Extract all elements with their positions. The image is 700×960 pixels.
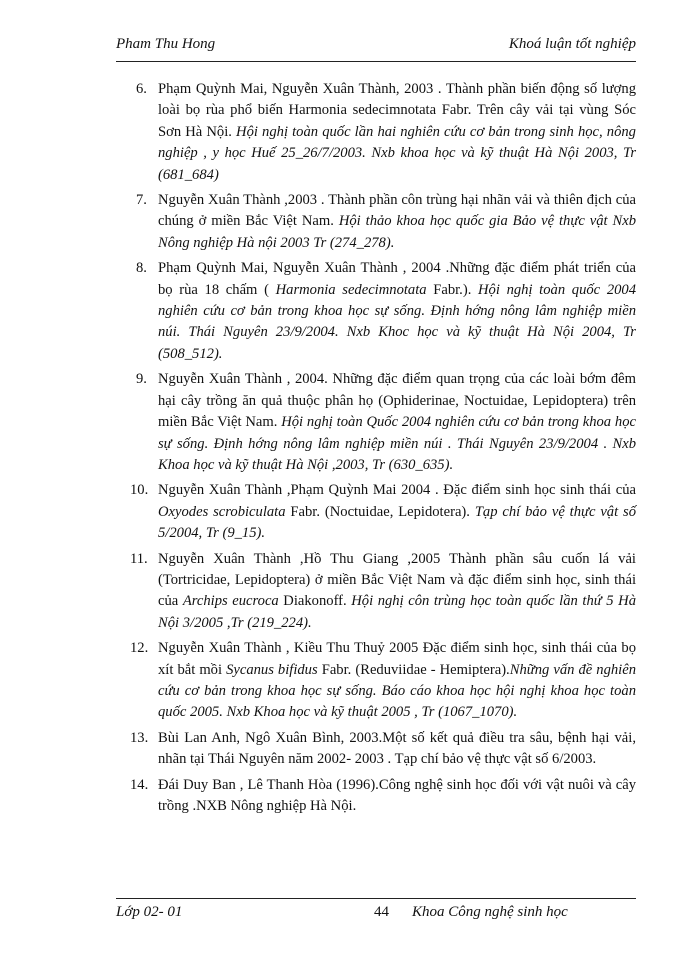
reference-source: Tạp chí bảo vệ thực vật số 5/2004, Tr (9_15). xyxy=(158,503,636,542)
reference-item xyxy=(130,549,636,635)
reference-item xyxy=(136,369,636,476)
reference-text: Nguyễn Xuân Thành ,Hồ Thu Giang ,2005 Thành phần sâu cuốn lá vải (Tortricidae, Lepidoptera) ở miền Bắc Việt Nam và đặc điểm sinh học, sinh thái của xyxy=(158,550,636,610)
reference-item xyxy=(136,190,636,254)
reference-text: Fabr.). xyxy=(426,281,479,298)
reference-text: Nguyễn Xuân Thành , Kiều Thu Thuỷ 2005 Đặc điểm sinh học, sinh thái của bọ xít bắt mồi xyxy=(158,640,636,678)
reference-text: Nguyễn Xuân Thành ,2003 . Thành phần côn trùng hại nhãn vải và thiên địch của chúng ở miền Bắc Việt Nam. xyxy=(158,192,636,230)
reference-list xyxy=(130,79,637,821)
reference-text: Phạm Quỳnh Mai, Nguyễn Xuân Thành, 2003 . Thành phần biến động số lượng loài bọ rùa phổ biến Harmonia sedecimnotata Fabr. Trên cây vải tại vùng Sóc Sơn Hà Nội. xyxy=(158,81,636,140)
reference-text: Phạm Quỳnh Mai, Nguyễn Xuân Thành , 2004 .Những đặc điểm phát triển của bọ rùa 18 chấm ( xyxy=(158,260,636,298)
page-number: 44 xyxy=(374,904,389,920)
header-doc-type: Khoá luận tốt nghiệp xyxy=(508,36,636,52)
header-divider xyxy=(116,61,636,62)
reference-source: Hội thảo khoa học quốc gia Bảo vệ thực vật Nxb Nông nghiệp Hà nội 2003 Tr (274_278). xyxy=(158,213,636,251)
reference-item xyxy=(136,79,636,186)
species-name: Harmonia sedecimnotata xyxy=(275,281,427,298)
species-name: Sycanus bifidus xyxy=(226,661,318,678)
reference-source: Hội nghị toàn Quốc 2004 nghiên cứu cơ bản trong khoa học sự sống. Định hớng nông lâm nghiệp miền núi . Thái Nguyên 23/9/2004 . Nxb Khoa học và kỹ thuật Hà Nội ,2003, Tr (630_635). xyxy=(158,414,637,473)
species-name: Archips eucroca xyxy=(182,593,279,610)
reference-number: 11. xyxy=(130,550,148,567)
reference-source: Hội nghị toàn quốc 2004 nghiên cứu cơ bản trong khoa học sự sống. Định hớng nông lâm nghiệp miền núi. Thái Nguyên 23/9/2004. Nxb Khoc học và kỹ thuật Hà Nội 2004, Tr (508_512). xyxy=(158,281,637,362)
reference-text: Nguyễn Xuân Thành ,Phạm Quỳnh Mai 2004 . Đặc điểm sinh học sinh thái của xyxy=(158,482,636,499)
reference-source: Những vấn đề nghiên cứu cơ bản trong khoa học sự sống. Báo cáo khoa học hội nghị khoa học toàn quốc 2005. Nxb Khoa học và kỹ thuật 2005 , Tr (1067_1070). xyxy=(158,661,636,721)
reference-text: Fabr. (Noctuidae, Lepidotera). xyxy=(285,503,475,520)
reference-text: Fabr. (Reduviidae - Hemiptera). xyxy=(317,661,510,678)
reference-number: 14. xyxy=(130,776,149,793)
reference-item xyxy=(136,258,636,365)
reference-text: Nguyễn Xuân Thành , 2004. Những đặc điểm quan trọng của các loài bớm đêm hại cây trồng ăn quả thuộc phân họ (Ophiderinae, Noctuidae, Lepidoptera) trên miền Bắc Việt Nam. xyxy=(158,371,636,431)
reference-number: 10. xyxy=(130,482,149,499)
footer-faculty: Khoa Công nghệ sinh học xyxy=(412,904,568,920)
reference-item xyxy=(130,775,636,818)
reference-number: 6. xyxy=(136,81,147,97)
footer-class-label: Lớp 02- 01 xyxy=(116,904,183,920)
reference-source: Hội nghị toàn quốc lần hai nghiên cứu cơ bản trong sinh học, nông nghiệp , y học Huế 25_26/7/2003. Nxb khoa học và kỹ thuật Hà Nội 2003, Tr (681_684) xyxy=(158,123,636,183)
reference-item xyxy=(130,638,636,724)
reference-number: 12. xyxy=(130,640,149,657)
reference-text: Bùi Lan Anh, Ngô Xuân Bình, 2003.Một số kết quả điều tra sâu, bệnh hại vải, nhãn tại Thái Nguyên năm 2002- 2003 . Tạp chí bảo vệ thực vật số 6/2003. xyxy=(158,729,636,768)
reference-text: Diakonoff. xyxy=(278,593,352,610)
reference-number: 8. xyxy=(136,260,147,277)
reference-text: Đái Duy Ban , Lê Thanh Hòa (1996).Công nghệ sinh học đối với vật nuôi và cây trồng .NXB Nông nghiệp Hà Nội. xyxy=(158,776,636,814)
reference-item xyxy=(130,728,636,771)
reference-source: Hội nghị côn trùng học toàn quốc lần thứ 5 Hà Nội 3/2005 ,Tr (219_224). xyxy=(158,593,636,631)
footer-divider xyxy=(116,898,636,899)
header-author: Pham Thu Hong xyxy=(116,36,216,52)
species-name: Oxyodes scrobiculata xyxy=(158,503,286,520)
reference-item xyxy=(130,480,636,544)
reference-number: 13. xyxy=(130,729,149,746)
reference-number: 7. xyxy=(136,192,147,209)
reference-number: 9. xyxy=(136,371,147,388)
